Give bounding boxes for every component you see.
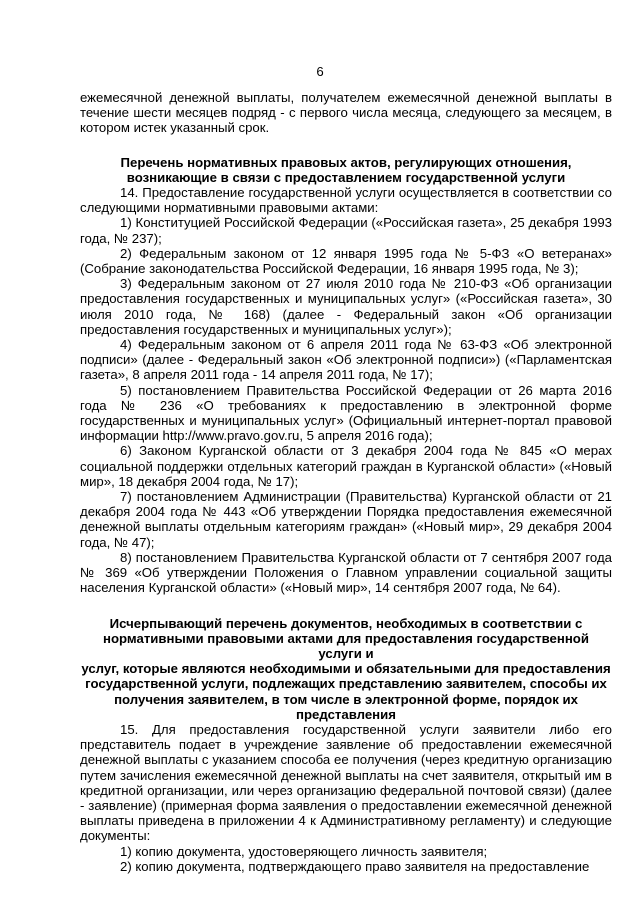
list-item: 2) Федеральным законом от 12 января 1995 года № 5-ФЗ «О ветеранах» (Собрание законодательства Российской Федерации, 16 января 1995 года, № 3); (80, 245, 612, 277)
list-item: 5) постановлением Правительства Российской Федерации от 26 марта 2016 года № 236 «О требованиях к предоставлению в электронной форме государственных и муниципальных услуг» (Официальный интернет-портал правовой информации http://www.pravo.gov.ru, 5 апреля 2016 года); (80, 382, 612, 444)
section2-heading-line: представления (296, 706, 396, 722)
section1-heading-line2: возникающие в связи с предоставлением государственной услуги (126, 169, 566, 185)
document-body (80, 90, 612, 874)
list-item: 1) Конституцией Российской Федерации («Российская газета», 25 декабря 1993 года, № 237); (80, 215, 612, 246)
list-item: 7) постановлением Администрации (Правительства) Курганской области от 21 декабря 2004 года № 443 «Об утверждении Порядка предоставления ежемесячной денежной выплаты отдельным категориям граждан» («Новый мир», 29 декабря 2004 года, № 47); (80, 489, 612, 550)
section2-heading-line: получения заявителем, в том числе в электронной форме, порядок их (114, 691, 578, 707)
section2-heading-line: государственной услуги, подлежащих представлению заявителем, способы их (85, 676, 607, 692)
section1-heading-line1: Перечень нормативных правовых актов, регулирующих отношения, (120, 154, 572, 170)
paragraph-15: 15. Для предоставления государственной услуги заявители либо его представитель подает в учреждение заявление об предоставлении ежемесячной денежной выплаты с указанием способа ее получения (через кредитную организацию путем зачисления ежемесячной денежной выплаты на счет заявителя, открытый им в кредитной организации, или через организацию федеральной почтовой связи) (далее - заявление) (примерная форма заявления о предоставлении ежемесячной денежной выплаты приведена в приложении 4 к Административному регламенту) и следующие документы: (80, 721, 612, 844)
list-item: 6) Законом Курганской области от 3 декабря 2004 года № 845 «О мерах социальной поддержки отдельных категорий граждан в Курганской области» («Новый мир», 18 декабря 2004 года, № 17); (80, 443, 612, 489)
paragraph-14: 14. Предоставление государственной услуги осуществляется в соответствии со следующими нормативными правовыми актами: (80, 185, 612, 216)
list-item: 1) копию документа, удостоверяющего личность заявителя; (120, 843, 488, 859)
section2-heading-line: Исчерпывающий перечень документов, необходимых в соответствии с (109, 615, 583, 631)
list-item: 4) Федеральным законом от 6 апреля 2011 года № 63-ФЗ «Об электронной подписи» (далее - Федеральный закон «Об электронной подписи») («Парламентская газета», 8 апреля 2011 года - 14 апреля 2011 года, № 17); (80, 337, 612, 383)
page-number: 6 (316, 64, 324, 79)
list-item: 8) постановлением Правительства Курганской области от 7 сентября 2007 года № 369 «Об утверждении Положения о Главном управлении социальной защиты населения Курганской области» («Новый мир», 14 сентября 2007 года, № 64). (80, 549, 612, 596)
list-item: 2) копию документа, подтверждающего право заявителя на предоставление (120, 858, 590, 874)
list-item: 3) Федеральным законом от 27 июля 2010 года № 210-ФЗ «Об организации предоставления государственных и муниципальных услуг» («Российская газета», 30 июля 2010 года, № 168) (далее - Федеральный закон «Об организации предоставления государственных и муниципальных услуг»); (80, 276, 612, 337)
section2-heading-line: нормативными правовыми актами для предоставления государственной услуги и (103, 630, 589, 661)
intro-paragraph: ежемесячной денежной выплаты, получателем ежемесячной денежной выплаты в течение шести месяцев подряд - с первого числа месяца, следующего за месяцем, в котором истек указанный срок. (80, 90, 612, 136)
section2-heading-line: услуг, которые являются необходимыми и обязательными для предоставления (81, 661, 611, 677)
